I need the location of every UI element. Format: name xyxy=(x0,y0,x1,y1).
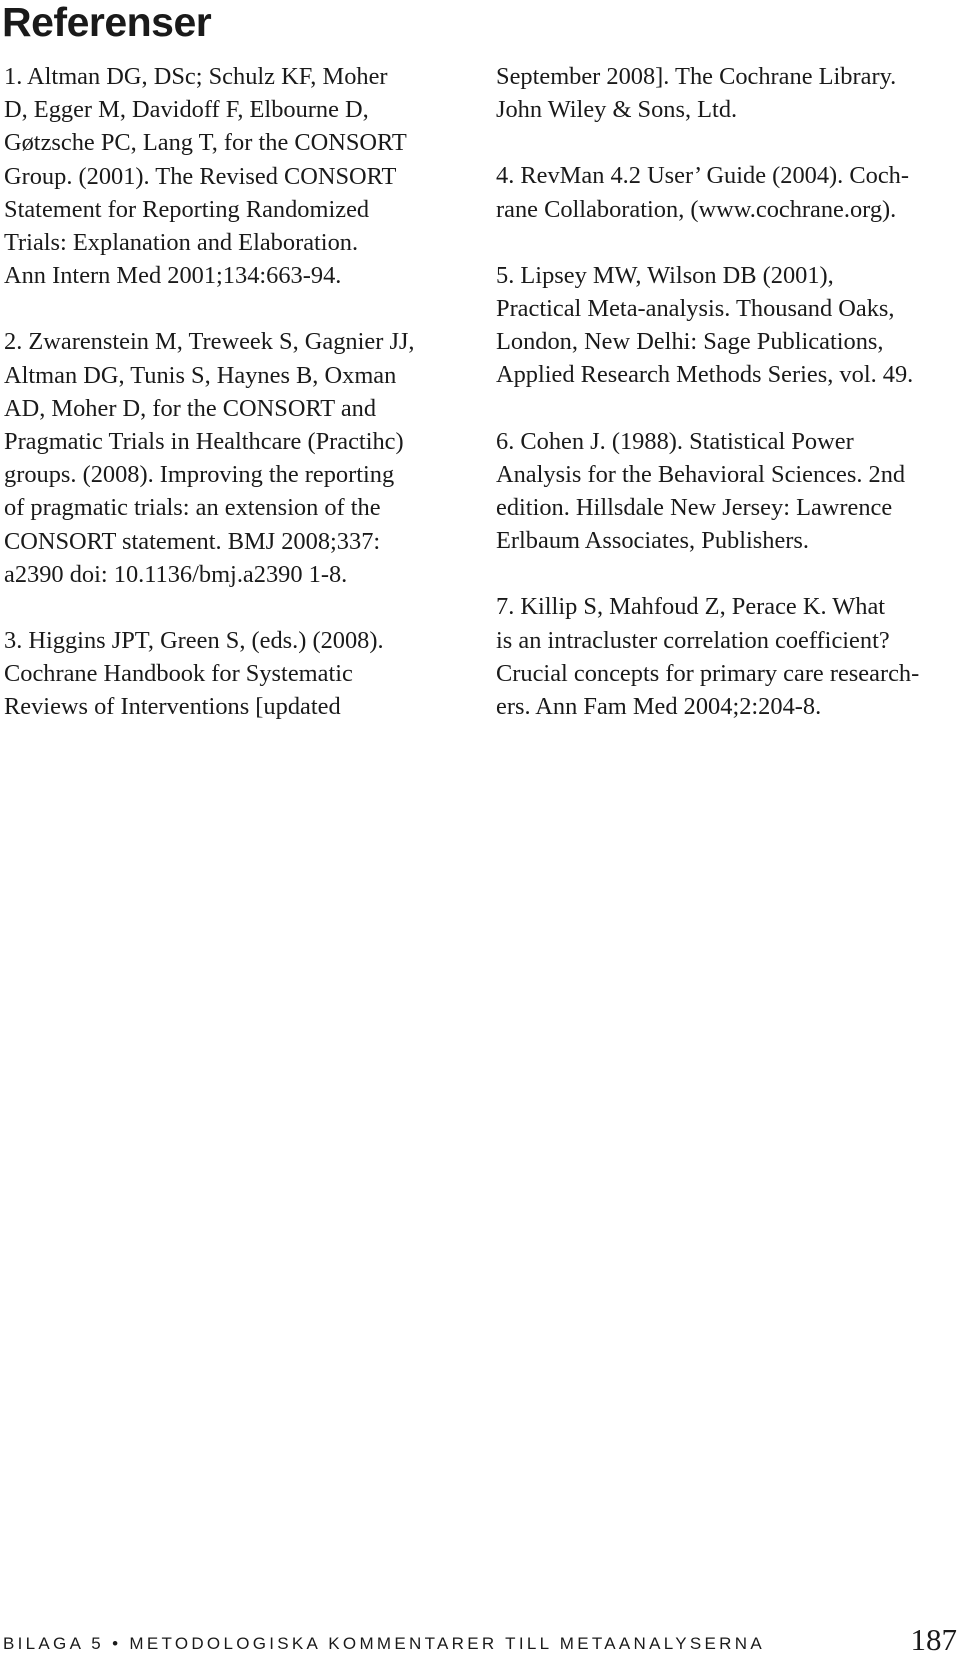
references-column-left xyxy=(4,60,464,757)
reference-line: 5. Lipsey MW, Wilson DB (2001), xyxy=(496,261,834,289)
reference-line: 6. Cohen J. (1988). Statistical Power xyxy=(496,427,854,455)
reference-1 xyxy=(4,60,464,292)
reference-3-continued xyxy=(496,60,958,126)
reference-line: Statement for Reporting Randomized xyxy=(4,195,370,223)
reference-line: Trials: Explanation and Elaboration. xyxy=(4,229,359,257)
reference-line: Altman DG, Tunis S, Haynes B, Oxman xyxy=(4,361,397,389)
reference-2 xyxy=(4,325,464,591)
reference-line: Gøtzsche PC, Lang T, for the CONSORT xyxy=(4,129,407,157)
reference-line: Crucial concepts for primary care research- xyxy=(496,659,920,687)
reference-line: Analysis for the Behavioral Sciences. 2nd xyxy=(496,460,906,488)
reference-line: 2. Zwarenstein M, Treweek S, Gagnier JJ, xyxy=(4,328,415,356)
references-column-right xyxy=(496,60,958,756)
reference-line: groups. (2008). Improving the reporting xyxy=(4,461,395,489)
reference-line: rane Collaboration, (www.cochrane.org). xyxy=(496,195,897,223)
reference-line: Practical Meta-analysis. Thousand Oaks, xyxy=(496,295,895,323)
reference-line: Ann Intern Med 2001;134:663-94. xyxy=(4,262,342,290)
reference-line: 3. Higgins JPT, Green S, (eds.) (2008). xyxy=(4,627,384,655)
reference-line: edition. Hillsdale New Jersey: Lawrence xyxy=(496,494,893,522)
reference-line: Group. (2001). The Revised CONSORT xyxy=(4,162,397,190)
reference-line: of pragmatic trials: an extension of the xyxy=(4,494,381,522)
reference-line: CONSORT statement. BMJ 2008;337: xyxy=(4,527,381,555)
reference-line: London, New Delhi: Sage Publications, xyxy=(496,328,884,356)
reference-line: Applied Research Methods Series, vol. 49. xyxy=(496,361,914,389)
reference-line: Pragmatic Trials in Healthcare (Practihc) xyxy=(4,428,404,456)
running-footer-text: BILAGA 5 • METODOLOGISKA KOMMENTARER TILL METAANALYSERNA xyxy=(3,1634,765,1653)
reference-7 xyxy=(496,590,958,723)
page-title: Referenser xyxy=(2,0,212,45)
reference-line: Cochrane Handbook for Systematic xyxy=(4,660,353,688)
page-footer xyxy=(3,1622,957,1659)
reference-3 xyxy=(4,624,464,724)
reference-5 xyxy=(496,259,958,392)
reference-line: AD, Moher D, for the CONSORT and xyxy=(4,394,377,422)
reference-line: Reviews of Interventions [updated xyxy=(4,693,341,721)
reference-6 xyxy=(496,425,958,558)
reference-line: ers. Ann Fam Med 2004;2:204-8. xyxy=(496,693,822,721)
reference-line: D, Egger M, Davidoff F, Elbourne D, xyxy=(4,96,369,124)
reference-line: Erlbaum Associates, Publishers. xyxy=(496,527,809,555)
reference-line: John Wiley & Sons, Ltd. xyxy=(496,96,738,124)
reference-line: September 2008]. The Cochrane Library. xyxy=(496,63,897,90)
page-number: 187 xyxy=(910,1622,957,1657)
reference-line: a2390 doi: 10.1136/bmj.a2390 1-8. xyxy=(4,560,348,588)
reference-line: 1. Altman DG, DSc; Schulz KF, Moher xyxy=(4,63,388,90)
reference-4 xyxy=(496,159,958,225)
reference-line: 4. RevMan 4.2 User’ Guide (2004). Coch- xyxy=(496,162,909,190)
reference-line: is an intracluster correlation coefficient? xyxy=(496,626,890,654)
reference-line: 7. Killip S, Mahfoud Z, Perace K. What xyxy=(496,593,886,621)
